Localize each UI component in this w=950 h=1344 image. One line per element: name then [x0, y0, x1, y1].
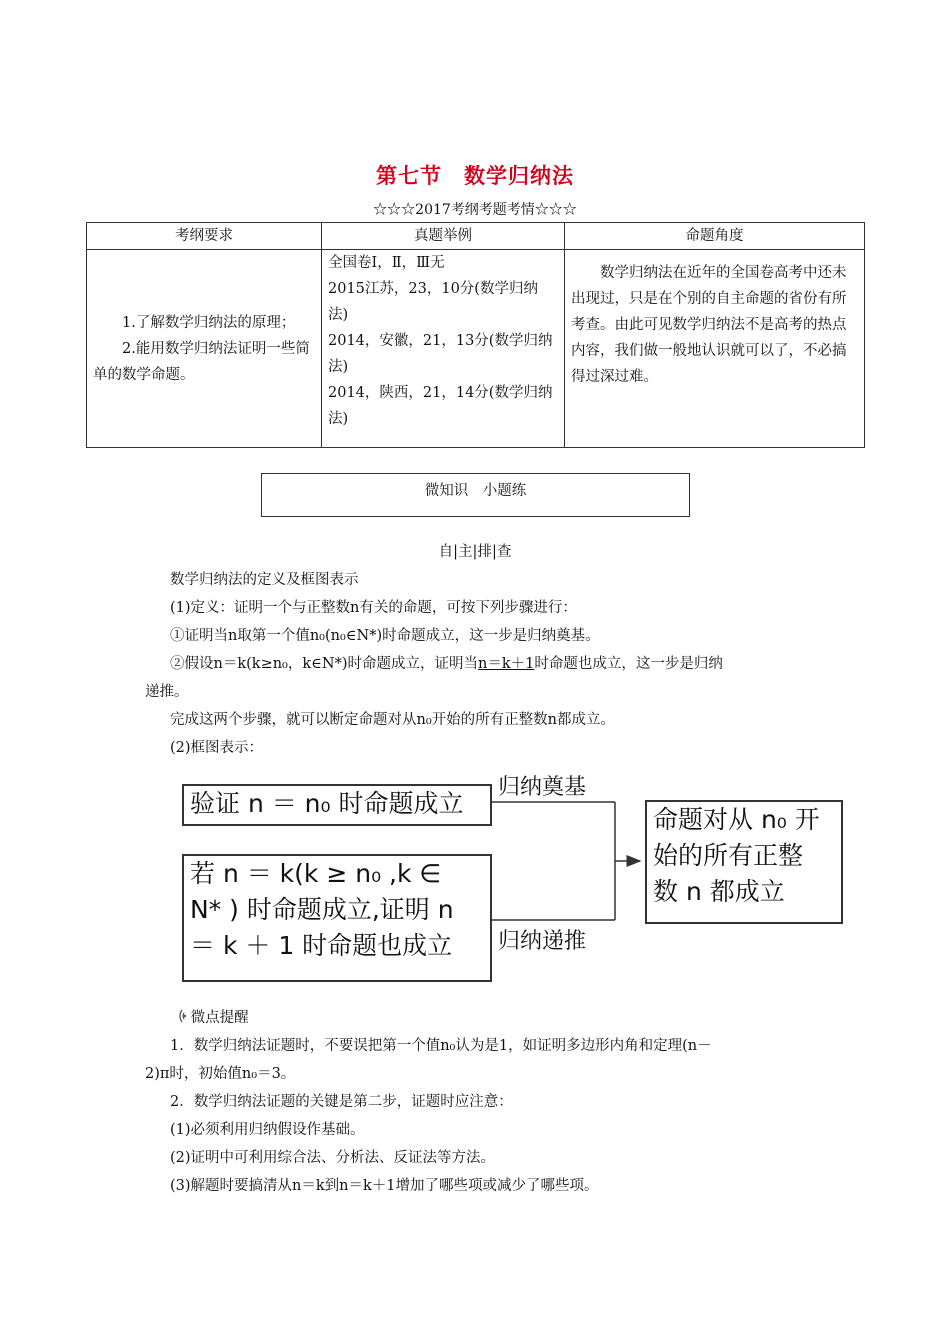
step-two-underline: n＝k＋1	[477, 656, 535, 672]
page-title: 第七节 数学归纳法	[376, 163, 574, 188]
table-cell-examples	[322, 250, 565, 448]
step-one: ①证明当n取第一个值n₀(n₀∈N*)时命题成立，这一步是归纳奠基。	[170, 628, 600, 644]
inductive-step-line: ＝ k ＋ 1 时命题也成立	[190, 931, 453, 960]
content-heading: 数学归纳法的定义及框图表示	[170, 572, 359, 588]
conclusion-text: 完成这两个步骤，就可以断定命题对从n₀开始的所有正整数n都成立。	[170, 712, 615, 728]
table-header-row	[87, 223, 865, 250]
example-item: 2015江苏，23，10分(数学归纳法)	[328, 281, 538, 323]
diagram-box-base-case: 验证 n ＝ n₀ 时命题成立	[182, 784, 492, 826]
inductive-step-line: N* ) 时命题成立,证明 n	[190, 895, 454, 924]
step-two	[170, 650, 723, 678]
step-two-text-end: 时命题也成立，这一步是归纳	[534, 656, 723, 672]
example-item: 全国卷Ⅰ，Ⅱ，Ⅲ无	[328, 255, 445, 271]
table-cell-angle	[565, 250, 865, 448]
step-two-text: ②假设n＝k(k≥n₀，k∈N*)时命题成立，证明当	[170, 656, 478, 672]
requirement-item: 2.能用数学归纳法证明一些简单的数学命题。	[93, 340, 310, 383]
requirement-item: 1.了解数学归纳法的原理；	[122, 314, 296, 331]
definition-label: (1)定义：证明一个与正整数n有关的命题，可按下列步骤进行：	[170, 600, 577, 616]
conclusion-line: 始的所有正整	[653, 841, 804, 870]
tip-two: 2．数学归纳法证题的关键是第二步，证题时应注意：	[170, 1094, 513, 1110]
tip-two-point-two: (2)证明中可利用综合法、分析法、反证法等方法。	[170, 1150, 496, 1166]
section-box: 微知识 小题练	[261, 473, 690, 517]
tip-one-continuation: 2)π时，初始值n₀＝3。	[145, 1066, 296, 1082]
inductive-step-line: 若 n ＝ k(k ≥ n₀ ,k ∈	[190, 859, 442, 888]
example-item: 2014，安徽，21，13分(数学归纳法)	[328, 333, 553, 375]
tip-one: 1．数学归纳法证题时，不要误把第一个值n₀认为是1，如证明多边形内角和定理(n－	[170, 1038, 712, 1054]
conclusion-line: 命题对从 n₀ 开	[653, 805, 820, 834]
section-subtitle: 自|主|排|查	[438, 544, 512, 560]
diagram-box-conclusion	[645, 800, 843, 924]
table-row	[87, 250, 865, 448]
tips-header	[170, 1004, 249, 1032]
tips-label: 微点提醒	[190, 1010, 249, 1026]
table-header-angle: 命题角度	[565, 223, 865, 250]
table-cell-requirements	[87, 250, 322, 448]
tip-two-point-one: (1)必须利用归纳假设作基础。	[170, 1122, 365, 1138]
diagram-label: (2)框图表示：	[170, 740, 264, 756]
example-item: 2014，陕西，21，14分(数学归纳法)	[328, 385, 553, 427]
step-two-continuation: 递推。	[145, 684, 189, 700]
angle-text: 数学归纳法在近年的全国卷高考中还未出现过，只是在个别的自主命题的省份有所考查。由此可见数学归纳法不是高考的热点内容，我们做一般地认识就可以了，不必搞得过深过难。	[571, 265, 847, 385]
diagram-box-inductive-step	[182, 854, 492, 982]
flow-diagram	[180, 770, 840, 985]
arrow-label-step: 归纳递推	[498, 929, 587, 954]
tip-two-point-three: (3)解题时要搞清从n＝k到n＝k＋1增加了哪些项或减少了哪些项。	[170, 1178, 599, 1194]
page-subtitle: ☆☆☆2017考纲考题考情☆☆☆	[373, 202, 577, 218]
table-header-examples: 真题举例	[322, 223, 565, 250]
arrow-label-base: 归纳奠基	[498, 775, 587, 800]
requirements-table	[86, 222, 865, 448]
conclusion-line: 数 n 都成立	[653, 877, 785, 906]
table-header-requirements: 考纲要求	[87, 223, 322, 250]
signal-icon	[170, 1008, 186, 1024]
